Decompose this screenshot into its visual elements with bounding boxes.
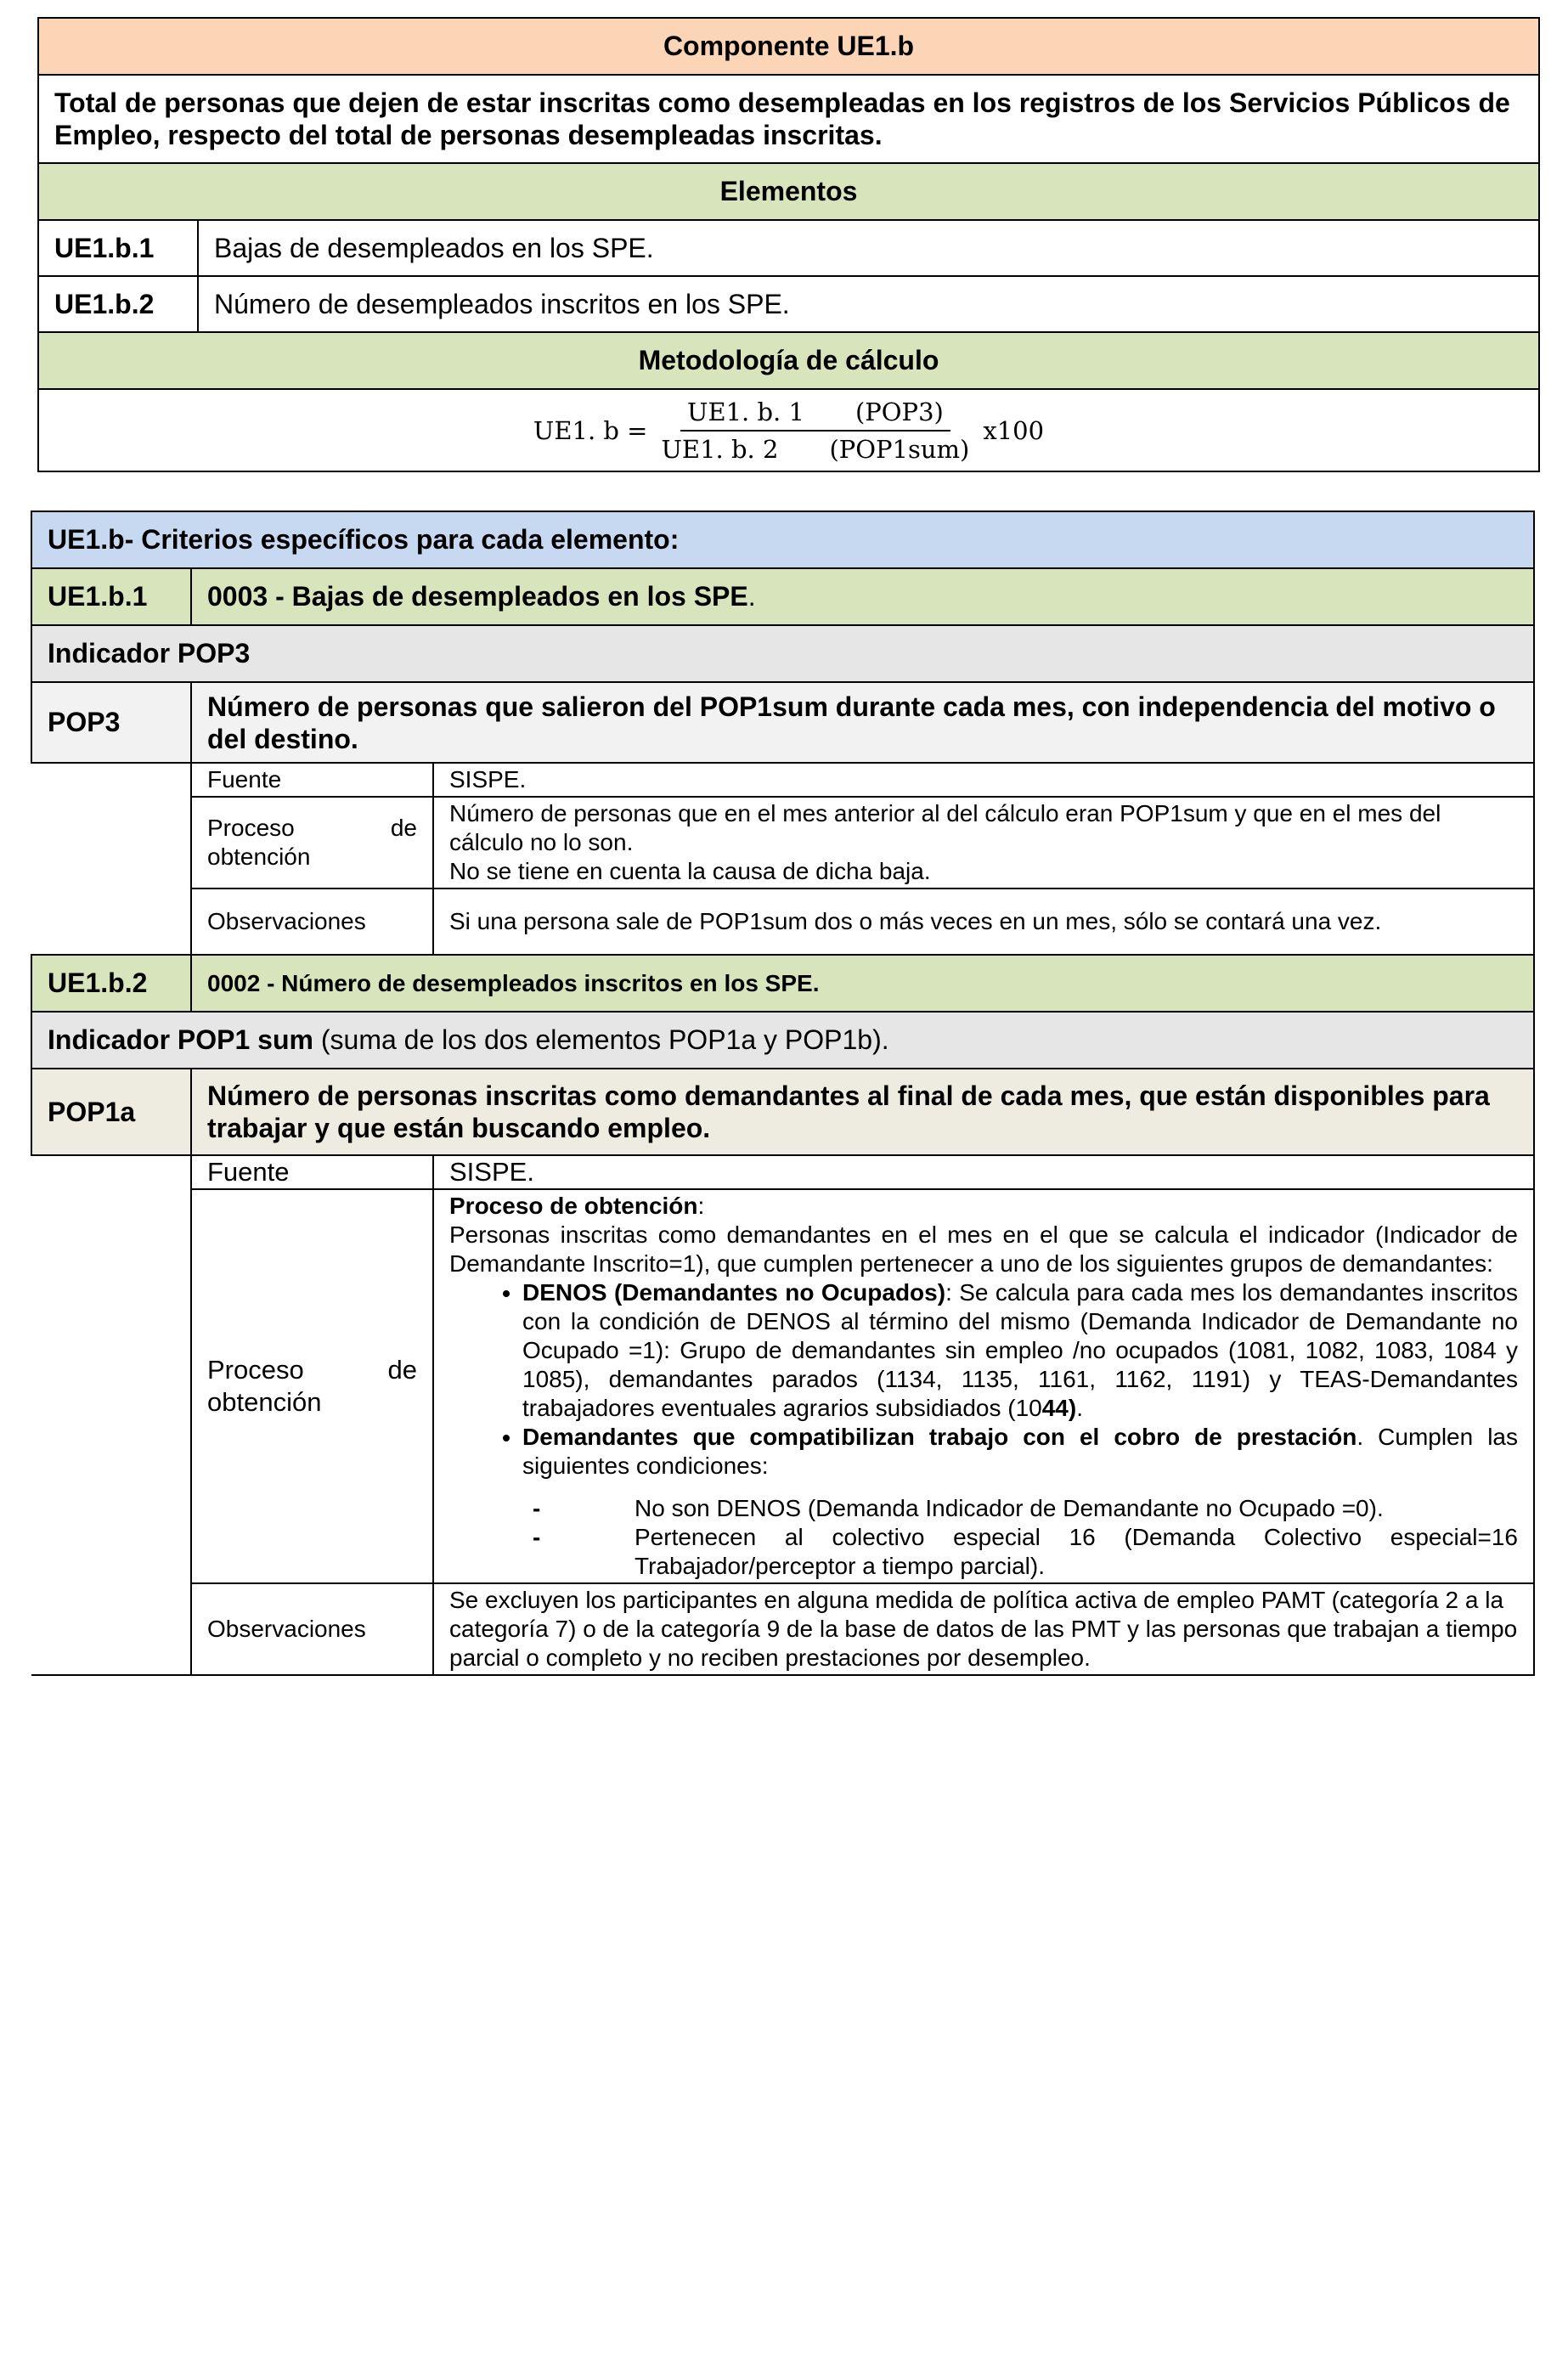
component-table bbox=[37, 17, 1540, 472]
element-label: Bajas de desempleados en los SPE. bbox=[198, 220, 1539, 276]
element-label: Número de desempleados inscritos en los SPE. bbox=[198, 276, 1539, 332]
fuente-value: SISPE. bbox=[433, 763, 1534, 797]
criteria-el2-code: UE1.b.2 bbox=[31, 955, 191, 1012]
component-description: Total de personas que dejen de estar inscritas como desempleadas en los registros de los Servicios Públicos de Empleo, respecto del total de personas desempleadas inscritas. bbox=[38, 75, 1539, 163]
component-title: Componente UE1.b bbox=[38, 18, 1539, 75]
formula-fraction bbox=[654, 394, 976, 467]
fuente-label: Fuente bbox=[191, 763, 433, 797]
criteria-table bbox=[31, 511, 1535, 1676]
pop1a-description: Número de personas inscritas como demandantes al final de cada mes, que están disponibles para trabajar y que están buscando empleo. bbox=[191, 1069, 1534, 1155]
formula-num-a: UE1. b. 1 bbox=[687, 397, 804, 426]
criteria-header: UE1.b- Criterios específicos para cada elemento: bbox=[31, 511, 1534, 568]
element-code: UE1.b.1 bbox=[38, 220, 198, 276]
element-row bbox=[38, 220, 1539, 276]
formula bbox=[533, 394, 1044, 467]
fuente-label-2: Fuente bbox=[191, 1155, 433, 1189]
proceso-label: Proceso de obtención bbox=[191, 797, 433, 888]
proceso-value-2: Proceso de obtención: Personas inscritas como demandantes en el mes en el que se calcula el indicador (Indicador de Demandante Inscrito=1), que cumplen pertenecer a uno de los siguientes grupos de demandantes: • DENOS (Demandantes no Ocupados): Se calcula para cada mes los demandantes inscritos con la condición de DENOS al término del mismo (Demanda Indicador de Demandante no Ocupado =1): Grupo de demandantes sin empleo /no ocupados (1081, 1082, 1083, 1084 y 1085), demandantes parados (1134, 1135, 1161, 1162, 1191) y TEAS-Demandantes trabajadores eventuales agrarios subsidiados (1044). • Demandantes que compatibilizan trabajo con el cobro de prestación. Cumplen las siguientes condiciones: - No son DENOS (Demanda Indicador de Demandante no Ocupado =0). - Pertenecen al colectivo especial 16 (Demanda Colectivo especial=16 Trabajador/perceptor a tiempo parcial). bbox=[433, 1189, 1534, 1583]
proceso-value: Número de personas que en el mes anterior al del cálculo eran POP1sum y que en el mes del cálculo no lo son. No se tiene en cuenta la causa de dicha baja. bbox=[433, 797, 1534, 888]
formula-numerator bbox=[680, 394, 950, 432]
formula-den-b: (POP1sum) bbox=[829, 434, 970, 464]
dash-item: - Pertenecen al colectivo especial 16 (Demanda Colectivo especial=16 Trabajador/perceptor a tiempo parcial). bbox=[533, 1524, 1518, 1579]
bullet-denos: • DENOS (Demandantes no Ocupados): Se calcula para cada mes los demandantes inscritos con la condición de DENOS al término del mismo (Demanda Indicador de Demandante no Ocupado =1): Grupo de demandantes sin empleo /no ocupados (1081, 1082, 1083, 1084 y 1085), demandantes parados (1134, 1135, 1161, 1162, 1191) y TEAS-Demandantes trabajadores eventuales agrarios subsidiados (1044). bbox=[522, 1278, 1518, 1423]
observaciones-label: Observaciones bbox=[191, 888, 433, 955]
dash-item: - No son DENOS (Demanda Indicador de Demandante no Ocupado =0). bbox=[533, 1495, 1384, 1521]
proceso-label-2: Proceso de obtención bbox=[191, 1189, 433, 1583]
formula-denominator bbox=[654, 432, 976, 467]
criteria-el2-label: 0002 - Número de desempleados inscritos en los SPE. bbox=[191, 955, 1534, 1012]
pop3-description: Número de personas que salieron del POP1sum durante cada mes, con independencia del motivo o del destino. bbox=[191, 682, 1534, 763]
pop1a-code: POP1a bbox=[31, 1069, 191, 1155]
formula-den-a: UE1. b. 2 bbox=[661, 434, 779, 464]
pop3-code: POP3 bbox=[31, 682, 191, 763]
bullet-compatibilizan: • Demandantes que compatibilizan trabajo con el cobro de prestación. Cumplen las siguientes condiciones: bbox=[522, 1423, 1518, 1481]
indicator-pop1sum: Indicador POP1 sum (suma de los dos elementos POP1a y POP1b). bbox=[31, 1012, 1534, 1069]
formula-num-b: (POP3) bbox=[855, 397, 944, 426]
formula-cell bbox=[38, 389, 1539, 471]
formula-lhs: UE1. b = bbox=[533, 415, 648, 445]
indicator-pop3: Indicador POP3 bbox=[31, 625, 1534, 682]
criteria-el1-code: UE1.b.1 bbox=[31, 568, 191, 625]
fuente-value-2: SISPE. bbox=[433, 1155, 1534, 1189]
formula-suffix: x100 bbox=[983, 415, 1045, 445]
observaciones-value: Si una persona sale de POP1sum dos o más veces en un mes, sólo se contará una vez. bbox=[433, 888, 1534, 955]
element-row bbox=[38, 276, 1539, 332]
method-header: Metodología de cálculo bbox=[38, 332, 1539, 389]
proceso-bullet-list bbox=[449, 1278, 1518, 1481]
observaciones-label-2: Observaciones bbox=[191, 1583, 433, 1675]
criteria-el1-label: 0003 - Bajas de desempleados en los SPE. bbox=[191, 568, 1534, 625]
element-code: UE1.b.2 bbox=[38, 276, 198, 332]
observaciones-value-2: Se excluyen los participantes en alguna medida de política activa de empleo PAMT (categoría 2 a la categoría 7) o de la categoría 9 de la base de datos de las PMT y las personas que trabajan a tiempo parcial o completo y no reciben prestaciones por desempleo. bbox=[433, 1583, 1534, 1675]
elements-header: Elementos bbox=[38, 163, 1539, 220]
